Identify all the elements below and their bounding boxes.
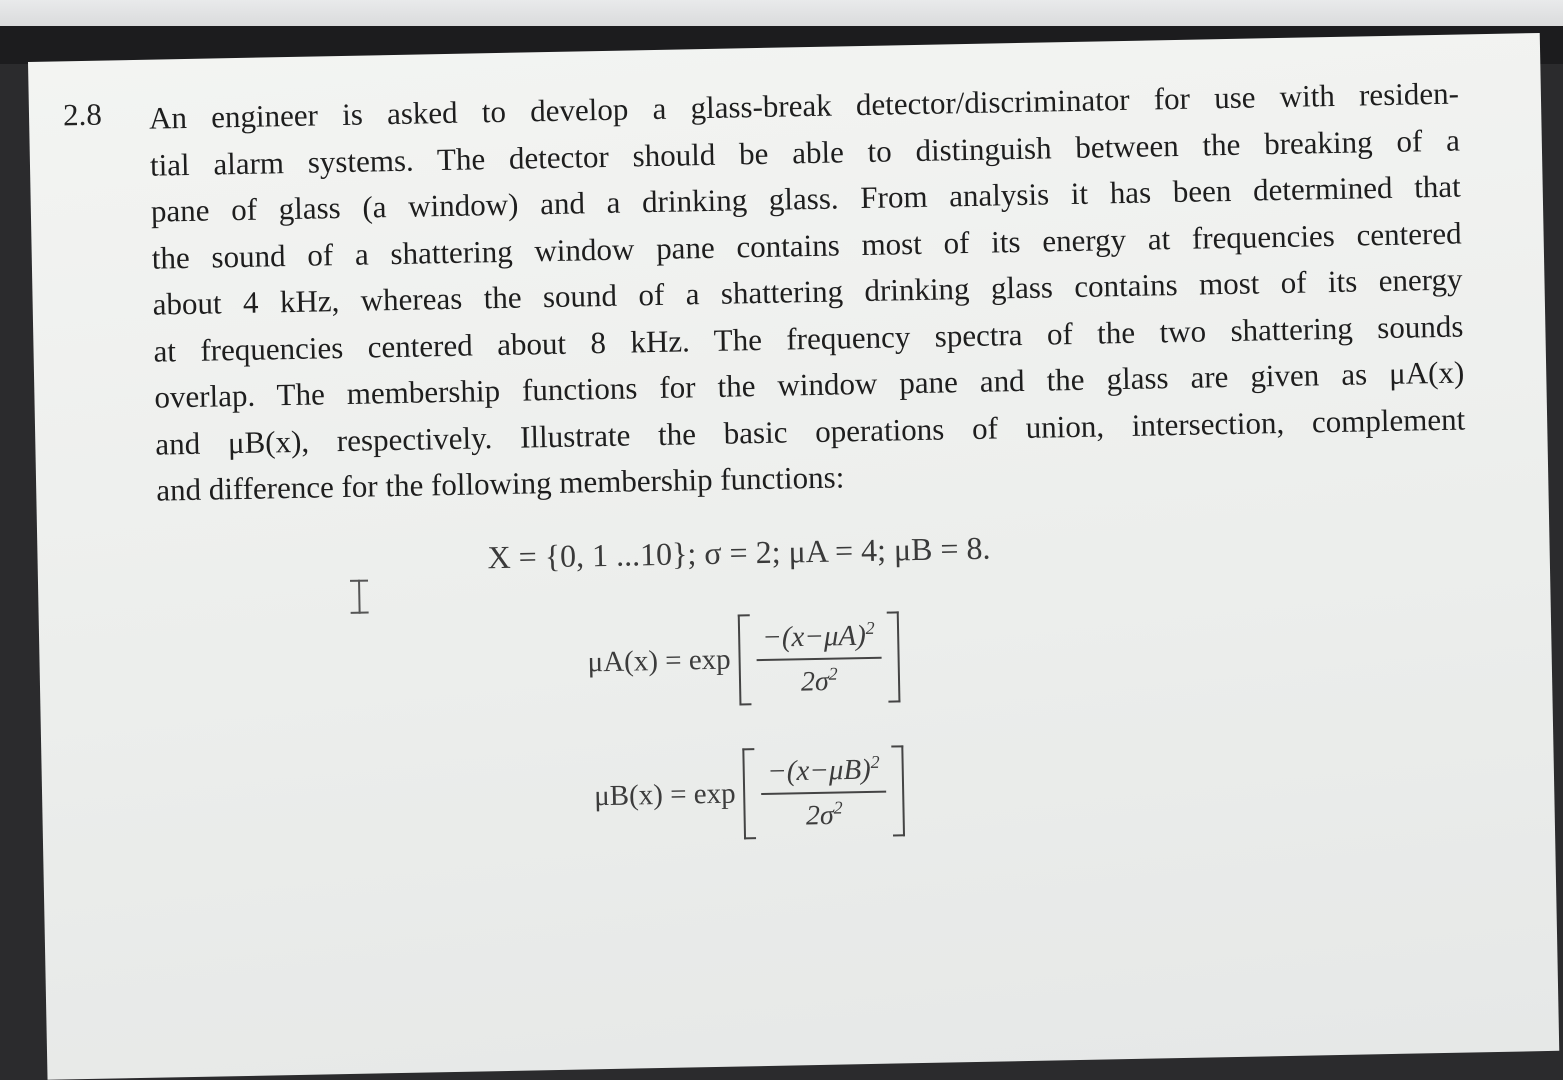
formula-b-fraction (757, 746, 891, 840)
document-page (28, 33, 1559, 1080)
problem-line: tial alarm systems. The detector should be able to distinguish between the breaking of a (149, 122, 1461, 183)
problem-line: the sound of a shattering window pane contains most of its energy at frequencies centered (151, 215, 1462, 276)
formula-b-numerator: $-(x-\mu B)^2$ (766, 751, 880, 788)
problem-line: about 4 kHz, whereas the sound of a shattering drinking glass contains most of its energy (152, 261, 1463, 322)
left-bracket (743, 748, 757, 839)
text-cursor-icon (350, 580, 369, 614)
formula-b-lhs: μB(x) = exp (593, 777, 736, 813)
right-bracket (891, 745, 905, 836)
formula-a-denominator: $2\sigma^2$ (800, 663, 838, 698)
problem-statement (149, 71, 1467, 515)
formula-b-denominator: $2\sigma^2$ (805, 797, 843, 832)
formula-a-numerator: $-(x-\mu A)^2$ (761, 617, 875, 654)
problem-line: overlap. The membership functions for the window pane and the glass are given as μA(x) (154, 354, 1465, 415)
formula-a-lhs: μA(x) = exp (587, 643, 731, 679)
problem-line: and difference for the following membership functions: (155, 459, 845, 508)
formula-a-brackets (738, 611, 900, 705)
formula-b-brackets (743, 745, 905, 839)
membership-function-b (593, 745, 905, 842)
monitor-bezel-top (0, 0, 1563, 28)
problem-number: 2.8 (62, 96, 103, 133)
given-parameters: X = {0, 1 ...10}; σ = 2; μA = 4; μB = 8. (487, 529, 991, 576)
formula-a-fraction (752, 612, 886, 706)
problem-line: An engineer is asked to develop a glass-break detector/discriminator for use with residen- (148, 75, 1460, 136)
cursor-stem (358, 580, 361, 614)
right-bracket (886, 611, 900, 702)
problem-line: at frequencies centered about 8 kHz. The frequency spectra of the two shattering sounds (153, 307, 1464, 369)
problem-line: pane of glass (a window) and a drinking glass. From analysis it has been determined that (150, 168, 1461, 229)
left-bracket (738, 614, 752, 705)
problem-line: and μB(x), respectively. Illustrate the basic operations of union, intersection, complement (155, 400, 1466, 462)
membership-function-a (587, 611, 900, 708)
